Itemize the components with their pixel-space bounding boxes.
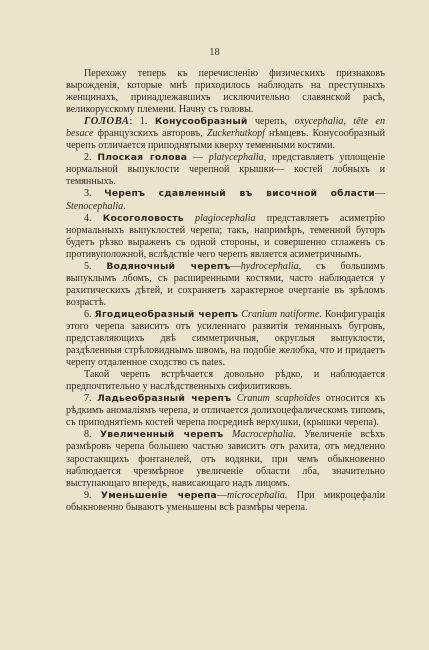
text-run: 2.: [84, 152, 98, 164]
latin-term: oxycephalia, tête en besace: [66, 116, 385, 140]
text-run: 5.: [84, 260, 107, 272]
paragraph: [66, 152, 385, 188]
term-bold: Черепъ сдавленный въ височной области: [104, 188, 375, 200]
latin-term: Stenocephalia: [66, 200, 124, 212]
text-run: , представляетъ уплощеніе нормальной выпуклости черепной крышки— костей лобныхъ и темянныхъ.: [66, 152, 386, 188]
text-run: 8.: [84, 429, 100, 441]
text-run: —: [374, 188, 385, 200]
section-heading: ГОЛОВА: [84, 116, 130, 128]
paragraph: [66, 369, 385, 393]
text-run: .: [123, 200, 126, 212]
text-run: [184, 213, 195, 224]
paragraph: [66, 68, 385, 116]
paragraph: [66, 261, 385, 309]
latin-term: microcephalia.: [227, 489, 288, 501]
text-run: 7.: [84, 393, 98, 405]
latin-term: Macrocephalia.: [231, 429, 296, 441]
text-run: , съ большимъ выпуклымъ лбомъ, съ расширенными костями, часто наблюдается у рахитическихъ дѣтей, и сохраняетъ характерное очертаніе въ зрѣломъ возрастѣ.: [66, 260, 385, 308]
term-bold: Конусообразный: [154, 116, 248, 128]
term-bold: Водяночный черепъ: [106, 260, 231, 272]
paragraph: [66, 116, 385, 152]
text-run: нѣмцевъ. Конусообразный черепъ отличается приподнятыми кверху теменными костями.: [66, 128, 385, 152]
text-run: —: [216, 489, 227, 501]
paragraph: [66, 188, 385, 212]
text-run: При микроцефаліи обыкновенно бываютъ уменьшены всѣ размѣры черепа.: [66, 489, 385, 513]
page-number: 18: [209, 47, 220, 58]
text-run: 4.: [84, 212, 103, 224]
term-bold: Уменьшеніе черепа: [100, 489, 217, 501]
term-bold: Ягодицеобразный черепъ: [94, 308, 239, 320]
paragraph: [66, 429, 385, 489]
text-run: Такой черепъ встрѣчается довольно рѣдко, и наблюдается предпочтительно у наслѣдственныхъ сифилитиковъ.: [66, 369, 385, 393]
text-run: относится къ рѣдкимъ аномаліямъ черепа, и отличается долихоцефалическомъ типомъ, съ приподнятіемъ костей черепа посрединѣ верхушки, (крышки черепа).: [66, 393, 385, 429]
text-run: 3.: [84, 188, 105, 200]
latin-term: hydrocephalia: [240, 260, 299, 272]
term-bold: Ладьеобразный черепъ: [97, 393, 232, 405]
text-run: 6.: [84, 308, 95, 320]
body-text: [66, 68, 385, 514]
text-run: [224, 429, 232, 440]
latin-term: Zuckerhutkopf: [206, 128, 265, 140]
term-bold: Косоголовость: [102, 212, 184, 224]
text-run: черепъ,: [247, 116, 295, 128]
latin-term: plagiocephalia: [195, 212, 256, 224]
term-bold: Плоская голова: [97, 152, 188, 164]
paragraph: [66, 213, 385, 261]
text-run: —: [187, 152, 209, 164]
latin-term: Cranum scaphoïdes: [236, 393, 321, 405]
text-run: французскихъ авторовъ,: [93, 128, 207, 140]
text-run: Перехожу теперь къ перечисленію физическихъ признаковъ вырожденія, которые мнѣ приходилось наблюдать на преступныхъ женщинахъ, принадлежавшихъ исключительно славянской расѣ, великорусскому племени. Начну съ головы.: [66, 68, 385, 116]
paragraph: [66, 490, 385, 514]
latin-term: Cranium natiforme.: [241, 308, 322, 320]
paragraph: [66, 309, 385, 369]
term-bold: Увеличенный черепъ: [99, 429, 224, 441]
paragraph: [66, 393, 385, 429]
text-run: Конфигурація этого черепа зависитъ отъ усиленнаго развитія темянныхъ бугровъ, представляющихъ двѣ симметричныя, округлыя выпуклости, раздѣленныя стрѣловиднымъ швомъ, на подобіе желобка, что и придаетъ черепу отдаленное сходство съ nates.: [66, 308, 385, 369]
text-run: : 1.: [129, 116, 155, 128]
text-run: Увеличеніе всѣхъ размѣровъ черепа большею частью зависитъ отъ рахита, отъ медленно заростающихъ фонтанелей, отъ водянки, при чемъ обыкновенно наблюдается чрезмѣрное увеличеніе области лба, значительно выступающаго впередъ, нависающаго надъ лицомъ.: [66, 429, 385, 489]
text-run: представляетъ асиметрію нормальныхъ выпуклостей черепа; такъ, напримѣръ, теменной бугоръ будетъ рѣзко выраженъ съ одной стороны, и совершенно сглаженъ съ противуположной, вслѣдствіе чего черепъ является асиметричнымъ.: [66, 212, 385, 260]
latin-term: platycephalia: [208, 152, 264, 164]
text-run: —: [230, 260, 241, 272]
text-run: 9.: [84, 489, 101, 501]
